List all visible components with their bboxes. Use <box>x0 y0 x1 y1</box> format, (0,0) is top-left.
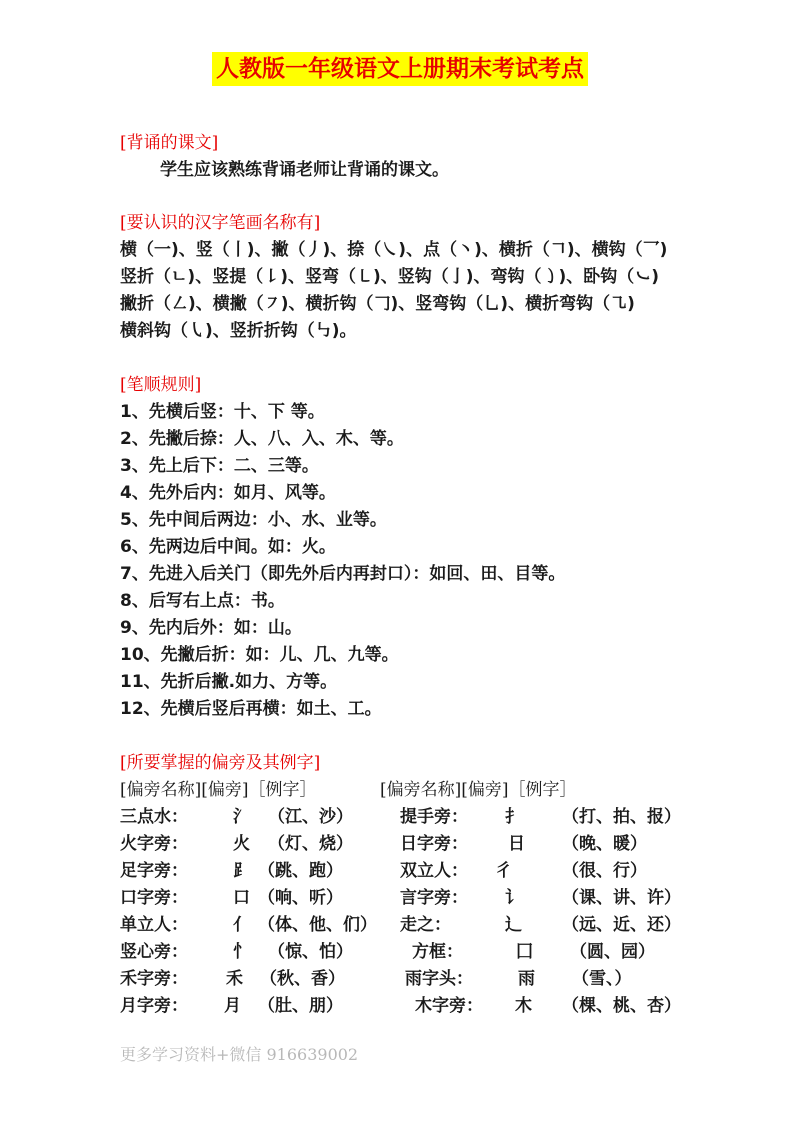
radical-glyph: 口 <box>233 888 250 908</box>
rule-item: 2、先撇后捺：人、八、入、木、等。 <box>120 429 404 449</box>
radical-name: 月字旁： <box>120 996 188 1016</box>
radical-name: 单立人： <box>120 915 188 935</box>
stroke-line: 竖折（ㄴ)、竖提（㇙)、竖弯（㇄)、竖钩（亅)、弯钩（㇁)、卧钩（㇃) <box>120 267 660 287</box>
recite-text: 学生应该熟练背诵老师让背诵的课文。 <box>160 160 449 180</box>
radical-name: 足字旁： <box>120 861 188 881</box>
section-heading-radicals: [所要掌握的偏旁及其例字] <box>120 753 321 773</box>
radical-name: 三点水： <box>120 807 188 827</box>
radical-name: 走之： <box>400 915 451 935</box>
radical-glyph: 雨 <box>518 969 535 989</box>
radical-examples: （跳、跑） <box>258 861 343 881</box>
radical-examples: （圆、园） <box>570 942 655 962</box>
radical-examples: （很、行） <box>562 861 647 881</box>
radical-glyph: 彳 <box>495 861 512 881</box>
radical-name: 言字旁： <box>400 888 468 908</box>
radical-examples: （灯、烧） <box>268 834 353 854</box>
radical-name: 日字旁： <box>400 834 468 854</box>
radical-examples: （远、近、还） <box>562 915 681 935</box>
radical-glyph: 禾 <box>226 969 243 989</box>
radical-name: 口字旁： <box>120 888 188 908</box>
section-heading-recite: [背诵的课文] <box>120 133 219 153</box>
rule-item: 7、先进入后关门（即先外后内再封口）：如回、田、目等。 <box>120 564 566 584</box>
radical-examples: （秋、香） <box>260 969 345 989</box>
rule-item: 9、先内后外：如：山。 <box>120 618 302 638</box>
radical-name: 禾字旁： <box>120 969 188 989</box>
radical-examples: （体、他、们） <box>258 915 377 935</box>
radical-glyph: 忄 <box>233 942 250 962</box>
radical-examples: （棵、桃、杏） <box>562 996 681 1016</box>
table-header-left: [偏旁名称][偏旁]［例字］ <box>120 780 317 800</box>
radical-glyph: ⻊ <box>233 861 250 881</box>
rule-item: 11、先折后撇.如力、方等。 <box>120 672 338 692</box>
radical-examples: （课、讲、许） <box>562 888 681 908</box>
rule-item: 4、先外后内：如月、风等。 <box>120 483 336 503</box>
radical-glyph: 辶 <box>505 915 522 935</box>
page-title: 人教版一年级语文上册期末考试考点 <box>212 52 588 86</box>
radical-glyph: 氵 <box>233 807 250 827</box>
title-wrap <box>0 52 800 86</box>
radical-name: 火字旁： <box>120 834 188 854</box>
radical-name: 提手旁： <box>400 807 468 827</box>
radical-examples: （雪、） <box>572 969 632 989</box>
stroke-line: 撇折（㇜)、横撇（㇇)、横折钩（𠃌)、竖弯钩（乚)、横折弯钩（㇈) <box>120 294 635 314</box>
rule-item: 1、先横后竖：十、下 等。 <box>120 402 325 422</box>
radical-glyph: 扌 <box>505 807 522 827</box>
radical-glyph: 讠 <box>505 888 522 908</box>
rule-item: 5、先中间后两边：小、水、业等。 <box>120 510 387 530</box>
section-heading-strokes: [要认识的汉字笔画名称有] <box>120 213 321 233</box>
rule-item: 10、先撇后折：如：儿、几、九等。 <box>120 645 399 665</box>
footer-watermark: 更多学习资料+微信 916639002 <box>120 1045 359 1064</box>
radical-glyph: 亻 <box>233 915 250 935</box>
rule-item: 8、后写右上点：书。 <box>120 591 285 611</box>
stroke-line: 横（一)、竖（丨)、撇（丿)、捺（㇏)、点（丶)、横折（𠃍)、横钩（乛) <box>120 240 668 260</box>
radical-examples: （响、听） <box>258 888 343 908</box>
radical-name: 双立人： <box>400 861 468 881</box>
radical-glyph: 木 <box>515 996 532 1016</box>
section-heading-stroke-order: [笔顺规则] <box>120 375 202 395</box>
radical-glyph: 火 <box>233 834 250 854</box>
radical-examples: （江、沙） <box>268 807 353 827</box>
radical-examples: （肚、朋） <box>258 996 343 1016</box>
rule-item: 12、先横后竖后再横：如土、工。 <box>120 699 382 719</box>
rule-item: 3、先上后下：二、三等。 <box>120 456 319 476</box>
radical-name: 雨字头： <box>405 969 473 989</box>
radical-examples: （晚、暖） <box>562 834 647 854</box>
radical-name: 方框： <box>412 942 463 962</box>
stroke-line: 横斜钩（㇂)、竖折折钩（㇉)。 <box>120 321 357 341</box>
radical-glyph: 月 <box>224 996 241 1016</box>
radical-glyph: 囗 <box>516 942 533 962</box>
rule-item: 6、先两边后中间。如：火。 <box>120 537 336 557</box>
radical-name: 竖心旁： <box>120 942 188 962</box>
radical-examples: （惊、怕） <box>268 942 353 962</box>
radical-glyph: 日 <box>508 834 525 854</box>
radical-name: 木字旁： <box>415 996 483 1016</box>
table-header-right: [偏旁名称][偏旁]［例字］ <box>380 780 577 800</box>
radical-examples: （打、拍、报） <box>562 807 681 827</box>
